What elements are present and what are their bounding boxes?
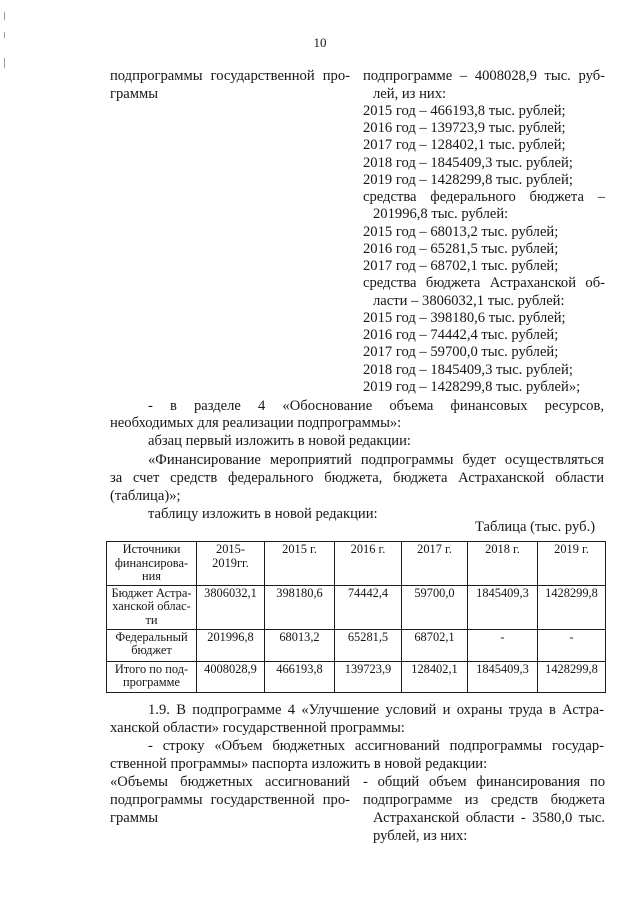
top-right-line: 2019 год – 1428299,8 тыс. рублей; — [363, 172, 573, 188]
top-right-line: 2015 год – 68013,2 тыс. рублей; — [363, 224, 559, 240]
top-right-line: 201996,8 тыс. рублей: — [373, 206, 509, 222]
top-right-line: 2016 год – 65281,5 тыс. рублей; — [363, 241, 559, 257]
top-right-line: 2018 год – 1845409,3 тыс. рублей; — [363, 362, 573, 378]
paragraph-line: ственной программы» паспорта изложить в новой редакции: — [110, 756, 488, 772]
table-cell: 398180,6 — [265, 585, 335, 629]
top-left-label-line: подпрограммы государственной про- — [110, 68, 350, 84]
paragraph-line: - строку «Объем бюджетных ассигнований подпрограммы государ- — [148, 738, 604, 754]
table-cell: 74442,4 — [335, 585, 402, 629]
top-right-line: подпрограмме – 4008028,9 тыс. руб- — [363, 68, 605, 84]
top-right-line: средства бюджета Астраханской об- — [363, 275, 605, 291]
page-number: 10 — [313, 35, 327, 50]
bottom-right-line: Астраханской области - 3580,0 тыс. — [373, 810, 605, 826]
paragraph-line: (таблица)»; — [110, 488, 181, 504]
table-header-row — [107, 542, 606, 586]
top-left-label-line: граммы — [110, 86, 159, 102]
top-right-line: 2019 год – 1428299,8 тыс. рублей»; — [363, 379, 581, 395]
table-cell: 65281,5 — [335, 629, 402, 661]
bottom-right-line: рублей, из них: — [373, 828, 468, 844]
top-right-line: 2018 год – 1845409,3 тыс. рублей; — [363, 155, 573, 171]
bottom-right-line: подпрограмме из средств бюджета — [363, 792, 605, 808]
table-header-cell: 2018 г. — [468, 542, 538, 586]
paragraph-line: абзац первый изложить в новой редакции: — [148, 433, 411, 449]
table-cell: - — [468, 629, 538, 661]
top-right-line: 2015 год – 398180,6 тыс. рублей; — [363, 310, 566, 326]
bottom-right-line: - общий объем финансирования по — [363, 774, 605, 790]
bottom-left-label-line: подпрограммы государственной про- — [110, 792, 350, 808]
paragraph-line: ханской области» государственной программы: — [110, 720, 405, 736]
table-cell: Федеральный бюджет — [107, 629, 197, 661]
top-right-line: 2017 год – 128402,1 тыс. рублей; — [363, 137, 566, 153]
table-cell: 1428299,8 — [538, 661, 606, 692]
top-right-line: 2015 год – 466193,8 тыс. рублей; — [363, 103, 566, 119]
paragraph-line: необходимых для реализации подпрограммы»: — [110, 415, 402, 431]
top-right-line: ласти – 3806032,1 тыс. рублей: — [373, 293, 565, 309]
table-header-cell: Источники финансирова-ния — [107, 542, 197, 586]
paragraph-line: за счет средств федерального бюджета, бюджета Астраханской области — [110, 470, 604, 486]
top-right-line: 2016 год – 139723,9 тыс. рублей; — [363, 120, 566, 136]
top-right-line: лей, из них: — [373, 86, 447, 102]
bottom-left-label-line: граммы — [110, 810, 159, 826]
table-row — [107, 661, 606, 692]
table-cell: 139723,9 — [335, 661, 402, 692]
table-cell: 68013,2 — [265, 629, 335, 661]
table-cell: 68702,1 — [402, 629, 468, 661]
scan-artifact — [4, 12, 5, 20]
top-right-line: средства федерального бюджета – — [363, 189, 605, 205]
table-cell: Бюджет Астра-ханской облас-ти — [107, 585, 197, 629]
table-cell: Итого по под-программе — [107, 661, 197, 692]
table-row — [107, 585, 606, 629]
table-header-cell: 2017 г. — [402, 542, 468, 586]
table-cell: - — [538, 629, 606, 661]
scan-artifact — [4, 58, 5, 68]
table-header-cell: 2016 г. — [335, 542, 402, 586]
table-cell: 1845409,3 — [468, 661, 538, 692]
table-header-cell: 2015 г. — [265, 542, 335, 586]
table-row — [107, 629, 606, 661]
table-cell: 4008028,9 — [197, 661, 265, 692]
paragraph-line: - в разделе 4 «Обоснование объема финансовых ресурсов, — [148, 398, 604, 414]
table-caption: Таблица (тыс. руб.) — [475, 519, 596, 535]
paragraph-line: 1.9. В подпрограмме 4 «Улучшение условий и охраны труда в Астра- — [148, 702, 604, 718]
table-cell: 201996,8 — [197, 629, 265, 661]
bottom-left-label-line: «Объемы бюджетных ассигнований — [110, 774, 350, 790]
top-right-line: 2017 год – 68702,1 тыс. рублей; — [363, 258, 559, 274]
paragraph-line: «Финансирование мероприятий подпрограммы будет осуществляться — [148, 452, 604, 468]
top-right-line: 2016 год – 74442,4 тыс. рублей; — [363, 327, 559, 343]
financing-table — [106, 541, 606, 693]
table-cell: 1428299,8 — [538, 585, 606, 629]
table-cell: 128402,1 — [402, 661, 468, 692]
paragraph-line: таблицу изложить в новой редакции: — [148, 506, 378, 522]
table-cell: 1845409,3 — [468, 585, 538, 629]
table-cell: 59700,0 — [402, 585, 468, 629]
table-cell: 466193,8 — [265, 661, 335, 692]
table-header-cell: 2015-2019гг. — [197, 542, 265, 586]
table-header-cell: 2019 г. — [538, 542, 606, 586]
top-right-line: 2017 год – 59700,0 тыс. рублей; — [363, 344, 559, 360]
table-cell: 3806032,1 — [197, 585, 265, 629]
